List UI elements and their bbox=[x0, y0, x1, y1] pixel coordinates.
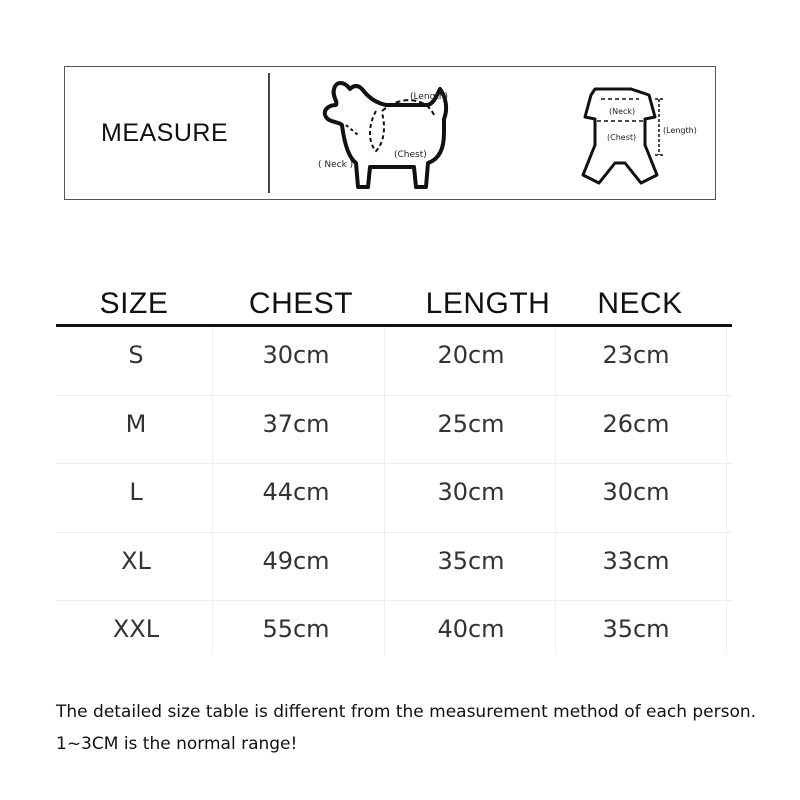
dog-chest-label: (Chest) bbox=[394, 150, 427, 160]
table-header bbox=[56, 282, 732, 324]
table-body bbox=[56, 327, 732, 669]
dog-chest-line bbox=[370, 111, 384, 151]
table-row bbox=[56, 396, 732, 465]
chest-cell: 44cm bbox=[262, 478, 330, 506]
length-cell: 30cm bbox=[437, 478, 505, 506]
table-row bbox=[56, 533, 732, 602]
table-row bbox=[56, 327, 732, 396]
dog-length-line bbox=[382, 100, 434, 115]
chest-cell: 49cm bbox=[262, 546, 330, 575]
size-cell: S bbox=[128, 341, 144, 369]
dog-neck-line bbox=[346, 125, 358, 135]
size-cell: XXL bbox=[112, 615, 160, 643]
neck-cell: 33cm bbox=[602, 546, 670, 575]
measure-label: MEASURE bbox=[101, 119, 229, 147]
header-neck: NECK bbox=[597, 287, 683, 320]
length-cell: 35cm bbox=[437, 546, 505, 575]
garment-neck-label: (Neck) bbox=[609, 107, 636, 116]
header-chest: CHEST bbox=[248, 287, 354, 320]
length-cell: 40cm bbox=[437, 615, 505, 643]
neck-cell: 30cm bbox=[602, 478, 670, 506]
garment-length-label: (Length) bbox=[663, 126, 697, 135]
size-cell: L bbox=[129, 478, 143, 506]
garment-chest-label: (Chest) bbox=[607, 133, 637, 142]
size-table bbox=[56, 282, 732, 643]
chest-cell: 30cm bbox=[262, 341, 330, 369]
dog-length-label: (Length) bbox=[410, 92, 449, 102]
chest-cell: 37cm bbox=[262, 409, 330, 438]
length-cell: 20cm bbox=[437, 341, 505, 369]
size-cell: M bbox=[125, 409, 147, 438]
header-length: LENGTH bbox=[425, 287, 551, 320]
neck-cell: 23cm bbox=[602, 341, 670, 369]
size-cell: XL bbox=[121, 546, 151, 575]
chest-cell: 55cm bbox=[262, 615, 330, 643]
dog-measure-diagram bbox=[310, 71, 530, 196]
dog-neck-label: ( Neck ) bbox=[318, 160, 354, 170]
header-size: SIZE bbox=[99, 287, 169, 320]
range-note: 1~3CM is the normal range! bbox=[56, 734, 298, 754]
table-row bbox=[56, 464, 732, 533]
length-cell: 25cm bbox=[437, 409, 505, 438]
neck-cell: 35cm bbox=[602, 615, 670, 643]
table-row bbox=[56, 601, 732, 669]
panel-divider bbox=[268, 73, 270, 193]
garment-measure-diagram bbox=[545, 77, 725, 197]
measure-panel bbox=[64, 66, 716, 200]
neck-cell: 26cm bbox=[602, 409, 670, 438]
size-note: The detailed size table is different from the measurement method of each person. bbox=[56, 702, 757, 722]
garment-length-line bbox=[655, 99, 663, 155]
